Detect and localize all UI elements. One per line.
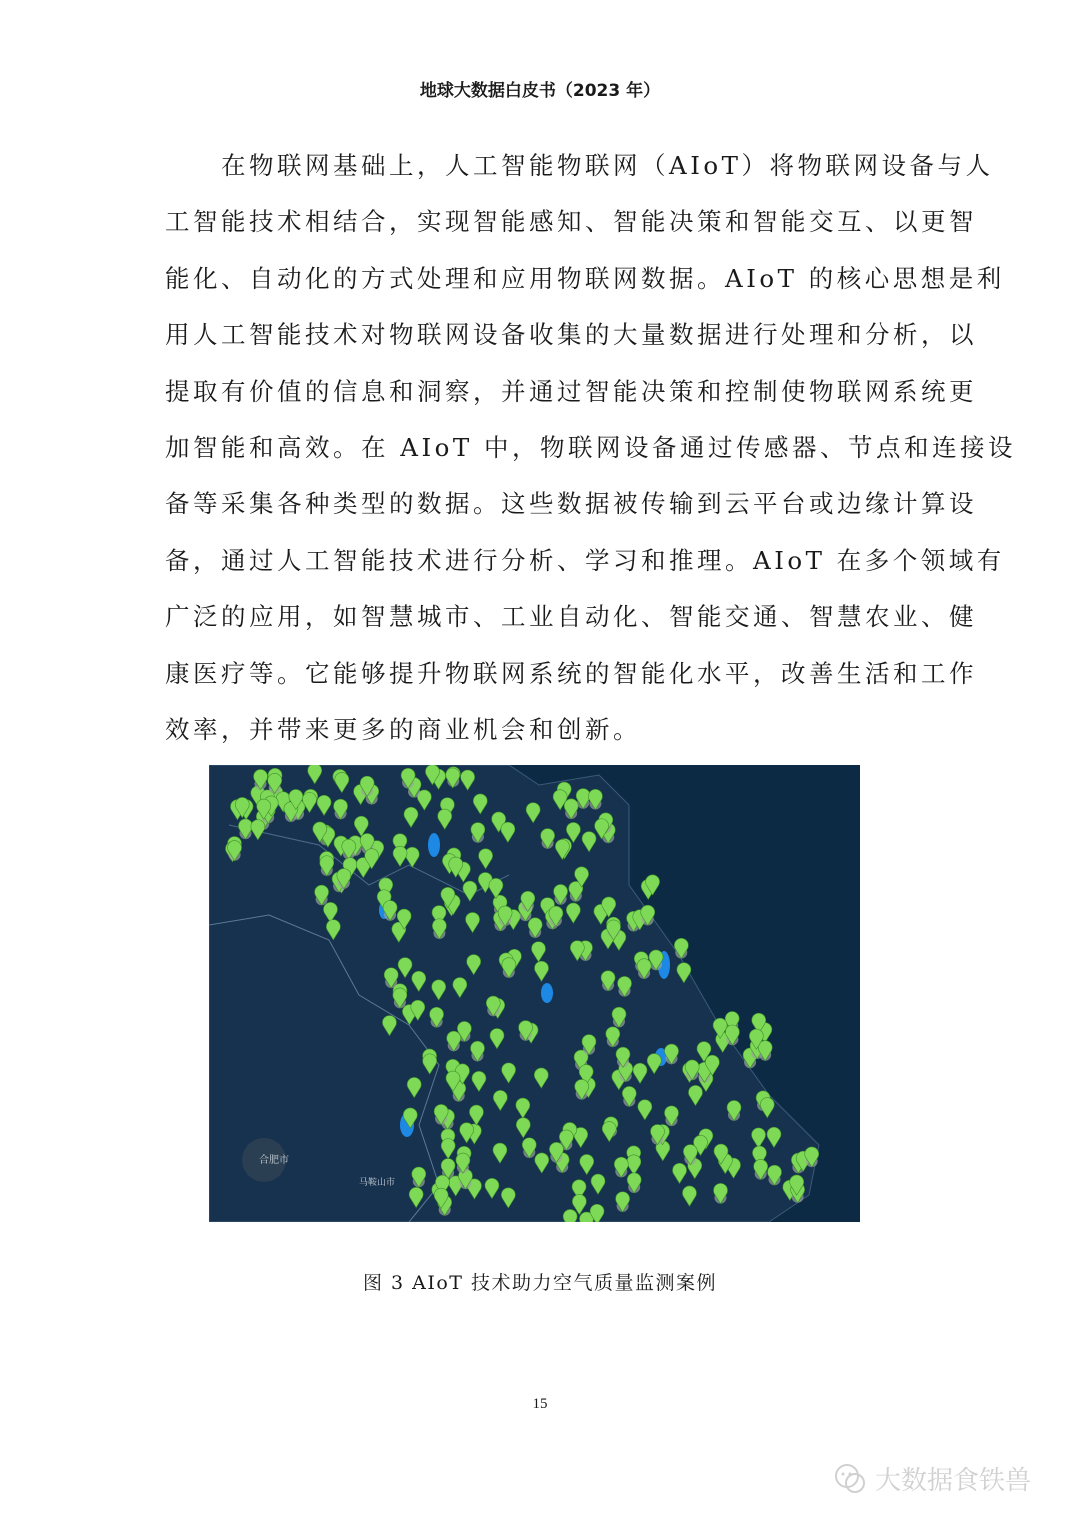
document-header: 地球大数据白皮书（2023 年） bbox=[419, 81, 661, 101]
paragraph-line: 备等采集各种类型的数据。这些数据被传输到云平台或边缘计算设 bbox=[165, 489, 977, 519]
lake bbox=[541, 983, 553, 1003]
air-quality-monitoring-map bbox=[209, 765, 860, 1222]
paragraph-line: 提取有价值的信息和洞察，并通过智能决策和控制使物联网系统更 bbox=[165, 376, 977, 406]
paragraph-line: 能化、自动化的方式处理和应用物联网数据。AIoT 的核心思想是利 bbox=[165, 263, 1005, 293]
paragraph-line: 加智能和高效。在 AIoT 中，物联网设备通过传感器、节点和连接设 bbox=[165, 432, 1017, 462]
body-paragraph bbox=[165, 138, 1017, 758]
page-number: 15 bbox=[532, 1396, 548, 1412]
paragraph-line: 康医疗等。它能够提升物联网系统的智能化水平，改善生活和工作 bbox=[165, 658, 977, 688]
paragraph-line: 广泛的应用，如智慧城市、工业自动化、智能交通、智慧农业、健 bbox=[165, 602, 977, 632]
paragraph-line: 工智能技术相结合，实现智能感知、智能决策和智能交互、以更智 bbox=[165, 207, 977, 237]
map-canvas bbox=[209, 765, 860, 1222]
paragraph-line: 在物联网基础上，人工智能物联网（AIoT）将物联网设备与人 bbox=[165, 151, 994, 180]
lake bbox=[428, 833, 440, 857]
watermark bbox=[833, 1460, 1031, 1497]
figure-caption: 图 3 AIoT 技术助力空气质量监测案例 bbox=[362, 1272, 718, 1294]
paragraph-line: 效率，并带来更多的商业机会和创新。 bbox=[165, 714, 641, 744]
paragraph-line: 备，通过人工智能技术进行分析、学习和推理。AIoT 在多个领域有 bbox=[165, 545, 1005, 575]
map-label-hefei: 合肥市 bbox=[259, 1155, 289, 1166]
wechat-icon bbox=[833, 1462, 867, 1496]
watermark-text: 大数据食铁兽 bbox=[875, 1466, 1032, 1496]
paragraph-line: 用人工智能技术对物联网设备收集的大量数据进行处理和分析，以 bbox=[165, 320, 977, 350]
sensor-marker bbox=[563, 1209, 577, 1222]
map-label-maanshan: 马鞍山市 bbox=[359, 1178, 396, 1188]
